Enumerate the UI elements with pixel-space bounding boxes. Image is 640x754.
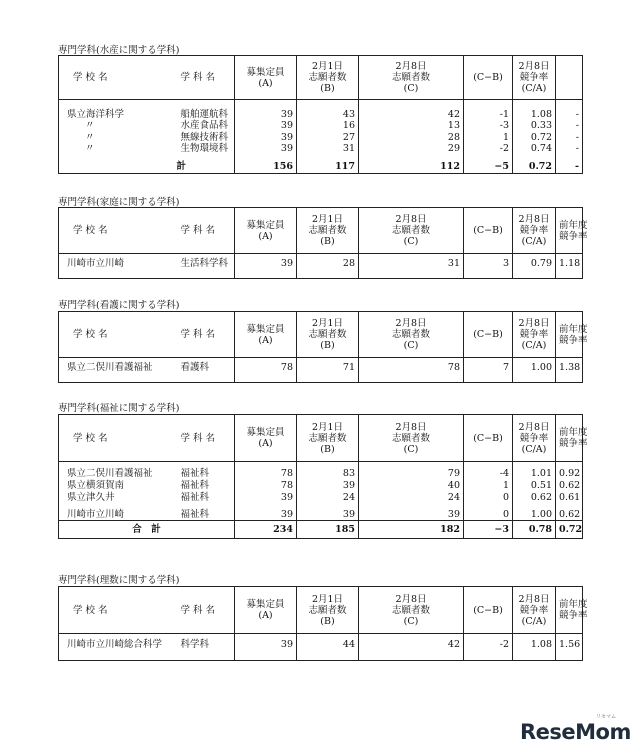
cell-prev: 0.62	[556, 509, 583, 521]
header-rate: 2月8日 競争率 (C/A)	[513, 415, 556, 462]
applicant-table	[58, 311, 588, 383]
table-row	[59, 362, 583, 374]
cell-school: 〃	[85, 120, 95, 132]
cell-feb8: 24	[359, 492, 464, 504]
header-rate: 2月8日 競争率 (C/A)	[513, 587, 556, 634]
applicant-table	[58, 55, 583, 174]
total-rate: 0.72	[513, 160, 556, 174]
cell-diff: 1	[464, 480, 513, 492]
cell-prev: -	[556, 143, 583, 155]
cell-capacity: 39	[235, 120, 297, 132]
section-title: 専門学科(福祉に関する学科)	[58, 403, 180, 414]
header-school: 学 校 名	[59, 208, 163, 254]
total-feb8: 182	[359, 521, 464, 539]
cell-feb8: 79	[359, 468, 464, 480]
cell-capacity: 39	[235, 258, 297, 270]
header-rate: 2月8日 競争率 (C/A)	[513, 208, 556, 254]
cell-rate: 0.72	[513, 132, 556, 144]
table-row	[59, 468, 583, 480]
cell-feb8: 13	[359, 120, 464, 132]
cell-rate: 1.01	[513, 468, 556, 480]
cell-school: 〃	[85, 131, 95, 143]
cell-rate: 0.74	[513, 143, 556, 155]
total-rate: 0.78	[513, 521, 556, 539]
cell-rate: 0.33	[513, 120, 556, 132]
total-capacity: 156	[235, 160, 297, 174]
header-prev: 前年度 競争率	[556, 587, 583, 634]
cell-diff: -3	[464, 120, 513, 132]
cell-feb1: 83	[297, 468, 359, 480]
cell-feb1: 39	[297, 480, 359, 492]
cell-capacity: 39	[235, 509, 297, 521]
cell-feb1: 44	[297, 639, 359, 651]
header-diff: (C−B)	[464, 415, 513, 462]
section-title: 専門学科(家庭に関する学科)	[58, 197, 180, 208]
resemom-logo: ReseMom	[520, 720, 631, 744]
total-feb1: 117	[297, 160, 359, 174]
table-row	[59, 509, 583, 521]
total-prev: 0.72	[556, 521, 583, 539]
header-diff: (C−B)	[464, 56, 513, 100]
cell-diff: 1	[464, 132, 513, 144]
cell-diff: 3	[464, 258, 513, 270]
cell-prev: 0.61	[556, 492, 583, 504]
cell-rate: 0.79	[513, 258, 556, 270]
header-capacity: 募集定員 (A)	[235, 587, 297, 634]
header-feb1: 2月1日 志願者数 (B)	[297, 415, 359, 462]
cell-feb1: 16	[297, 120, 359, 132]
header-feb8: 2月8日 志願者数 (C)	[359, 208, 464, 254]
cell-rate: 1.08	[513, 639, 556, 651]
cell-school: 県立二俣川看護福祉	[67, 468, 153, 479]
cell-rate: 1.08	[513, 109, 556, 121]
cell-dept: 福祉科	[180, 468, 210, 479]
cell-dept: 水産食品科	[180, 120, 229, 132]
cell-feb1: 24	[297, 492, 359, 504]
total-row	[59, 160, 583, 174]
cell-feb8: 28	[359, 132, 464, 144]
cell-feb8: 42	[359, 109, 464, 121]
cell-feb1: 71	[297, 362, 359, 374]
table-row	[59, 120, 583, 132]
header-school: 学 校 名	[59, 312, 163, 358]
cell-feb1: 28	[297, 258, 359, 270]
cell-prev: -	[556, 132, 583, 144]
cell-prev: -	[556, 109, 583, 121]
cell-school: 川崎市立川崎	[67, 508, 125, 520]
cell-dept: 看護科	[180, 362, 210, 373]
applicant-table	[58, 207, 588, 279]
cell-school: 川崎市立川崎総合科学	[67, 639, 163, 650]
cell-rate: 1.00	[513, 509, 556, 521]
header-diff: (C−B)	[464, 587, 513, 634]
section-title: 専門学科(水産に関する学科)	[58, 45, 180, 56]
cell-rate: 0.62	[513, 492, 556, 504]
header-capacity: 募集定員 (A)	[235, 56, 297, 100]
cell-feb8: 39	[359, 509, 464, 521]
cell-prev: 0.62	[556, 480, 583, 492]
header-feb1: 2月1日 志願者数 (B)	[297, 587, 359, 634]
total-prev: -	[556, 160, 583, 174]
header-dept: 学 科 名	[163, 415, 235, 462]
header-feb1: 2月1日 志願者数 (B)	[297, 312, 359, 358]
header-prev	[556, 56, 583, 100]
cell-dept: 生活科学科	[180, 258, 229, 269]
header-feb8: 2月8日 志願者数 (C)	[359, 415, 464, 462]
header-rate: 2月8日 競争率 (C/A)	[513, 56, 556, 100]
cell-dept: 生物環境科	[180, 143, 229, 155]
total-feb8: 112	[359, 160, 464, 174]
cell-capacity: 78	[235, 362, 297, 374]
header-school: 学 校 名	[59, 587, 163, 634]
total-row	[59, 521, 583, 539]
cell-prev: 0.92	[556, 468, 583, 480]
cell-diff: 0	[464, 509, 513, 521]
header-capacity: 募集定員 (A)	[235, 415, 297, 462]
cell-capacity: 78	[235, 468, 297, 480]
cell-capacity: 78	[235, 480, 297, 492]
cell-dept: 福祉科	[180, 492, 210, 503]
header-dept: 学 科 名	[163, 312, 235, 358]
cell-feb1: 27	[297, 132, 359, 144]
header-diff: (C−B)	[464, 208, 513, 254]
cell-prev: -	[556, 120, 583, 132]
cell-school: 〃	[85, 143, 95, 155]
cell-prev: 1.18	[556, 258, 583, 270]
table-row	[59, 143, 583, 155]
table-row	[59, 258, 583, 270]
header-diff: (C−B)	[464, 312, 513, 358]
cell-diff: -4	[464, 468, 513, 480]
section-title: 専門学科(看護に関する学科)	[58, 300, 180, 311]
table-row	[59, 480, 583, 492]
header-school: 学 校 名	[59, 56, 163, 100]
cell-feb1: 39	[297, 509, 359, 521]
total-diff: −3	[464, 521, 513, 539]
header-feb8: 2月8日 志願者数 (C)	[359, 587, 464, 634]
table-row	[59, 639, 583, 651]
cell-capacity: 39	[235, 639, 297, 651]
cell-dept: 無線技術科	[180, 131, 229, 143]
cell-school: 県立津久井	[67, 492, 115, 503]
header-dept: 学 科 名	[163, 587, 235, 634]
total-capacity: 234	[235, 521, 297, 539]
cell-dept: 福祉科	[180, 480, 210, 491]
header-feb8: 2月8日 志願者数 (C)	[359, 56, 464, 100]
cell-diff: 7	[464, 362, 513, 374]
header-feb1: 2月1日 志願者数 (B)	[297, 56, 359, 100]
cell-dept: 船舶運航科	[180, 108, 229, 120]
cell-capacity: 39	[235, 132, 297, 144]
cell-prev: 1.56	[556, 639, 583, 651]
cell-feb8: 31	[359, 258, 464, 270]
header-dept: 学 科 名	[163, 56, 235, 100]
cell-rate: 0.51	[513, 480, 556, 492]
cell-dept: 福祉科	[180, 508, 210, 520]
header-prev: 前年度 競争率	[556, 312, 583, 358]
table-row	[59, 109, 583, 121]
cell-school: 県立横須賀南	[67, 480, 125, 491]
header-rate: 2月8日 競争率 (C/A)	[513, 312, 556, 358]
cell-school: 川崎市立川崎	[67, 258, 125, 269]
cell-diff: 0	[464, 492, 513, 504]
header-prev: 前年度 競争率	[556, 208, 583, 254]
header-feb8: 2月8日 志願者数 (C)	[359, 312, 464, 358]
cell-feb8: 78	[359, 362, 464, 374]
cell-dept: 科学科	[180, 639, 210, 650]
total-label: 合 計	[59, 521, 235, 539]
total-feb1: 185	[297, 521, 359, 539]
cell-prev: 1.38	[556, 362, 583, 374]
table-row	[59, 132, 583, 144]
cell-capacity: 39	[235, 492, 297, 504]
cell-capacity: 39	[235, 109, 297, 121]
cell-feb1: 43	[297, 109, 359, 121]
header-feb1: 2月1日 志願者数 (B)	[297, 208, 359, 254]
cell-school: 県立二俣川看護福祉	[67, 362, 153, 373]
cell-diff: -2	[464, 639, 513, 651]
applicant-table	[58, 414, 588, 539]
cell-feb8: 42	[359, 639, 464, 651]
header-capacity: 募集定員 (A)	[235, 208, 297, 254]
cell-feb1: 31	[297, 143, 359, 155]
header-dept: 学 科 名	[163, 208, 235, 254]
cell-rate: 1.00	[513, 362, 556, 374]
cell-feb8: 40	[359, 480, 464, 492]
cell-school: 県立海洋科学	[67, 108, 125, 120]
resemom-logo-kana: リセマム	[596, 714, 616, 720]
cell-feb8: 29	[359, 143, 464, 155]
table-row	[59, 492, 583, 504]
header-school: 学 校 名	[59, 415, 163, 462]
cell-capacity: 39	[235, 143, 297, 155]
total-label: 計	[176, 160, 187, 172]
cell-diff: -1	[464, 109, 513, 121]
total-diff: −5	[464, 160, 513, 174]
header-capacity: 募集定員 (A)	[235, 312, 297, 358]
applicant-table	[58, 586, 588, 661]
header-prev: 前年度 競争率	[556, 415, 583, 462]
cell-diff: -2	[464, 143, 513, 155]
section-title: 専門学科(理数に関する学科)	[58, 575, 180, 586]
